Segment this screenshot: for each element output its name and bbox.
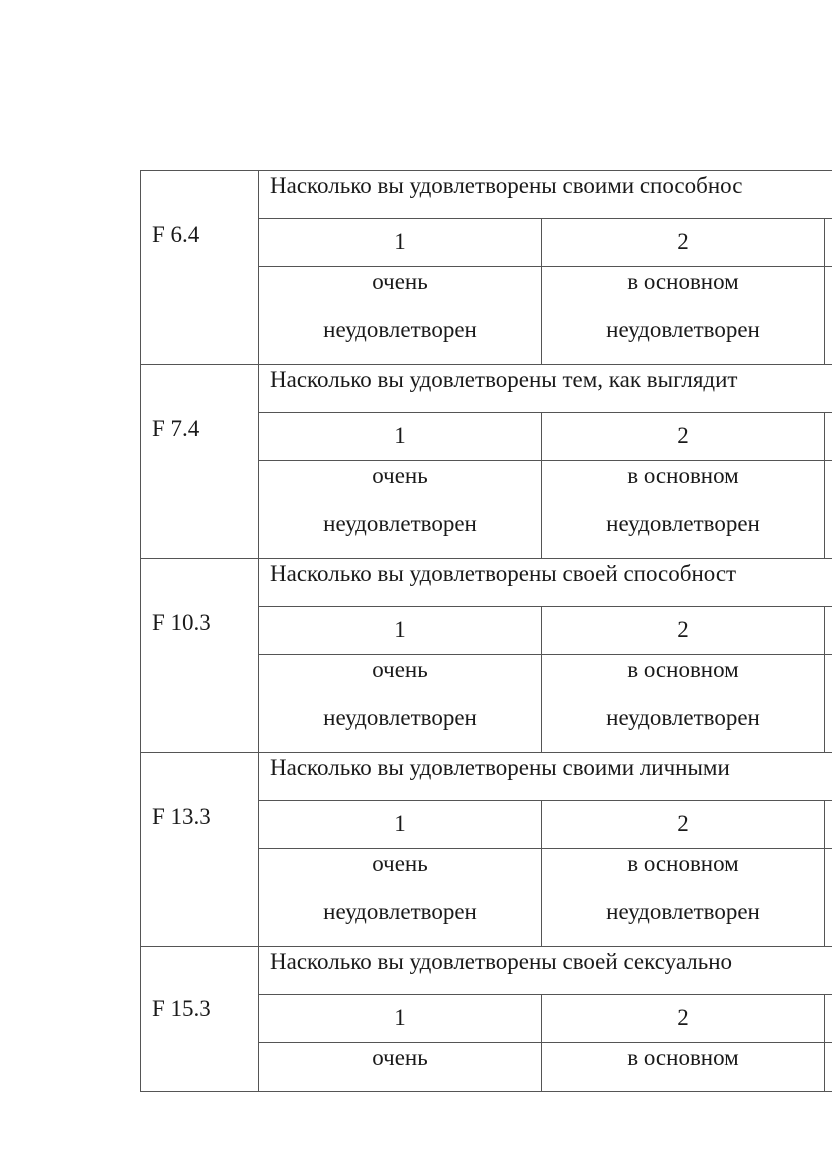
option-number: 2 (677, 229, 689, 254)
option-divider (824, 412, 825, 558)
numbers-divider (258, 848, 832, 849)
question-text: Насколько вы удовлетворены своей способност (270, 561, 737, 586)
item-code: F 13.3 (152, 804, 211, 829)
question-text: Насколько вы удовлетворены своими способнос (270, 173, 743, 198)
option-divider (824, 218, 825, 364)
option-label: очень (372, 269, 428, 294)
option-label: очень (372, 851, 428, 876)
option-label: неудовлетворен (606, 511, 760, 536)
table-row (140, 170, 832, 364)
table-bottom-border (140, 1091, 832, 1092)
question-text: Насколько вы удовлетворены своей сексуально (270, 949, 733, 974)
item-code: F 15.3 (152, 996, 211, 1021)
option-label: неудовлетворен (323, 899, 477, 924)
table-left-border (140, 946, 141, 1092)
option-label: очень (372, 463, 428, 488)
option-number: 2 (677, 423, 689, 448)
option-divider (824, 994, 825, 1092)
option-label: в основном (627, 269, 739, 294)
option-number: 1 (394, 811, 406, 836)
numbers-divider (258, 1042, 832, 1043)
option-label: неудовлетворен (323, 511, 477, 536)
option-number: 2 (677, 811, 689, 836)
item-code: F 10.3 (152, 610, 211, 635)
numbers-divider (258, 266, 832, 267)
option-number: 1 (394, 617, 406, 642)
option-number: 2 (677, 617, 689, 642)
option-number: 1 (394, 423, 406, 448)
table-row (140, 946, 832, 1092)
option-label: неудовлетворен (323, 705, 477, 730)
table-left-border (140, 170, 141, 364)
option-label: неудовлетворен (606, 705, 760, 730)
question-text: Насколько вы удовлетворены тем, как выглядит (270, 367, 738, 392)
table-row (140, 364, 832, 558)
table-left-border (140, 364, 141, 558)
numbers-divider (258, 654, 832, 655)
option-number: 2 (677, 1005, 689, 1030)
question-text: Насколько вы удовлетворены своими личными (270, 755, 730, 780)
option-label: очень (372, 657, 428, 682)
table-row (140, 752, 832, 946)
option-label: неудовлетворен (606, 899, 760, 924)
option-label: очень (372, 1045, 428, 1070)
option-label: в основном (627, 657, 739, 682)
option-number: 1 (394, 1005, 406, 1030)
option-label: в основном (627, 463, 739, 488)
item-code: F 7.4 (152, 416, 200, 441)
option-divider (824, 800, 825, 946)
table-row (140, 558, 832, 752)
option-label: в основном (627, 1045, 739, 1070)
option-divider (824, 606, 825, 752)
numbers-divider (258, 460, 832, 461)
option-label: неудовлетворен (606, 317, 760, 342)
option-label: неудовлетворен (323, 317, 477, 342)
option-label: в основном (627, 851, 739, 876)
item-code: F 6.4 (152, 222, 200, 247)
table-left-border (140, 558, 141, 752)
table-left-border (140, 752, 141, 946)
option-number: 1 (394, 229, 406, 254)
